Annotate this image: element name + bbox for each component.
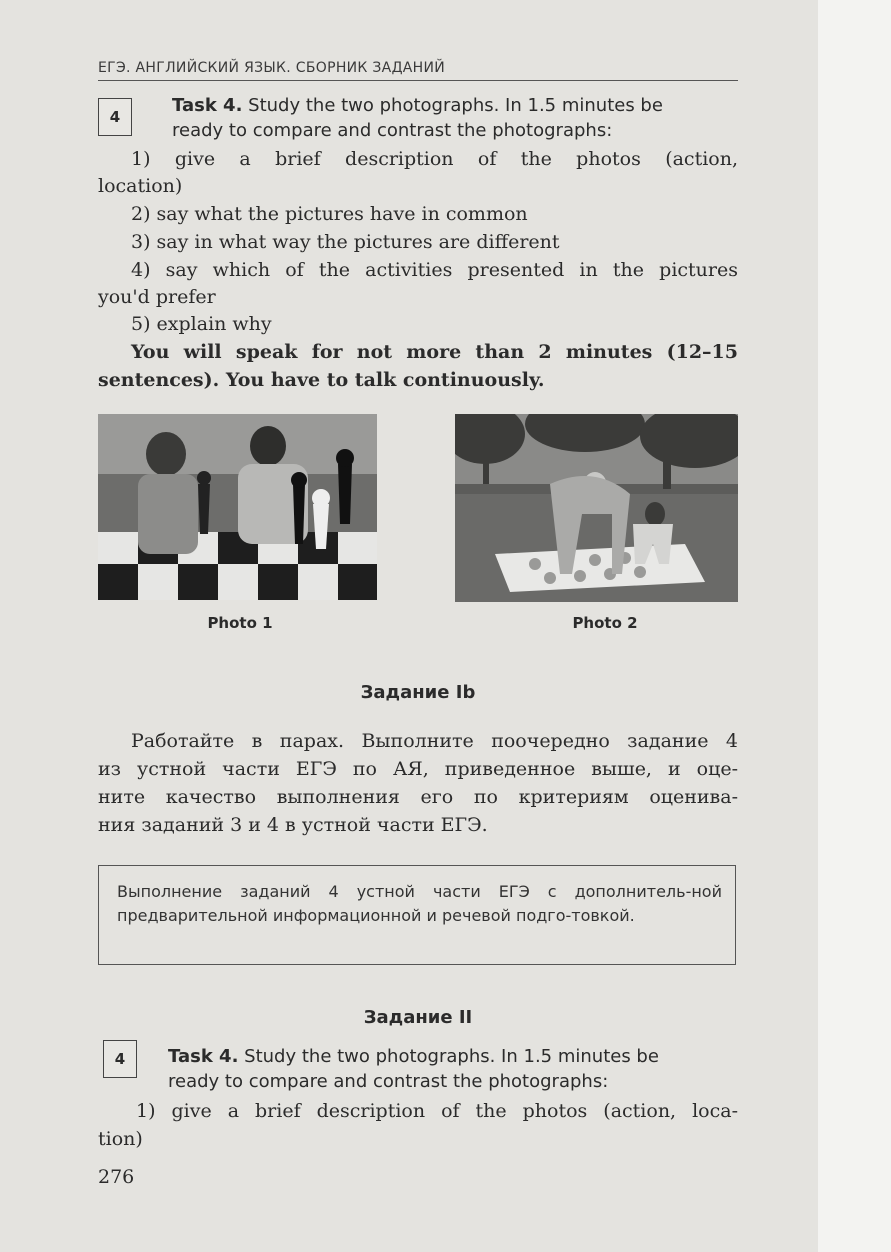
task-item-4a: 4) say which of the activities presented in the pictures [131, 259, 738, 281]
section-ii-heading: Задание II [363, 1007, 473, 1028]
photo-2-caption: Photo 2 [572, 614, 638, 632]
task-2-intro-line-2: ready to compare and contrast the photographs: [168, 1071, 609, 1092]
task-item-5: 5) explain why [131, 313, 272, 335]
task-intro-line-2: ready to compare and contrast the photographs: [172, 120, 613, 141]
task-number-badge-2: 4 [103, 1040, 137, 1078]
header-divider [98, 80, 738, 81]
task-2-item-1a: 1) give a brief description of the photos (action, loca- [136, 1100, 738, 1122]
task-item-1b: location) [98, 175, 183, 197]
section-ib-line-1: Работайте в парах. Выполните поочередно задание 4 [131, 730, 738, 752]
task-intro-line-1 [172, 94, 738, 118]
running-header: ЕГЭ. АНГЛИЙСКИЙ ЯЗЫК. СБОРНИК ЗАДАНИЙ [98, 60, 446, 76]
task-title: Task 4. [172, 95, 243, 116]
task-item-1a: 1) give a brief description of the photos (action, [131, 148, 738, 170]
section-ib-heading: Задание Ib [360, 682, 476, 703]
section-ib-line-4: ния заданий 3 и 4 в устной части ЕГЭ. [98, 814, 488, 836]
section-ib-line-2: из устной части ЕГЭ по АЯ, приведенное выше, и оце- [98, 758, 738, 780]
section-ib-line-3: ните качество выполнения его по критериям оценива- [98, 786, 738, 808]
task-item-3: 3) say in what way the pictures are different [131, 231, 560, 253]
task-2-intro: Study the two photographs. In 1.5 minutes be [244, 1046, 659, 1067]
task-item-2: 2) say what the pictures have in common [131, 203, 528, 225]
page-number: 276 [98, 1166, 135, 1188]
task-2-intro-line-1 [168, 1045, 738, 1069]
task-intro: Study the two photographs. In 1.5 minutes be [248, 95, 663, 116]
task-note-line-2: sentences). You have to talk continuously. [98, 369, 545, 391]
photo-2-park-game [455, 414, 738, 602]
scan-margin [818, 0, 891, 1252]
photo-1-chess [98, 414, 377, 600]
info-box-text: Выполнение заданий 4 устной части ЕГЭ с дополнитель-ной предварительной информационной и речевой подго-товкой. [117, 882, 722, 925]
task-note-line-1: You will speak for not more than 2 minutes (12–15 [131, 341, 738, 363]
task-item-4b: you'd prefer [98, 286, 216, 308]
task-2-item-1b: tion) [98, 1128, 143, 1150]
task-2-title: Task 4. [168, 1046, 239, 1067]
photo-1-caption: Photo 1 [207, 614, 273, 632]
task-number-badge: 4 [98, 98, 132, 136]
